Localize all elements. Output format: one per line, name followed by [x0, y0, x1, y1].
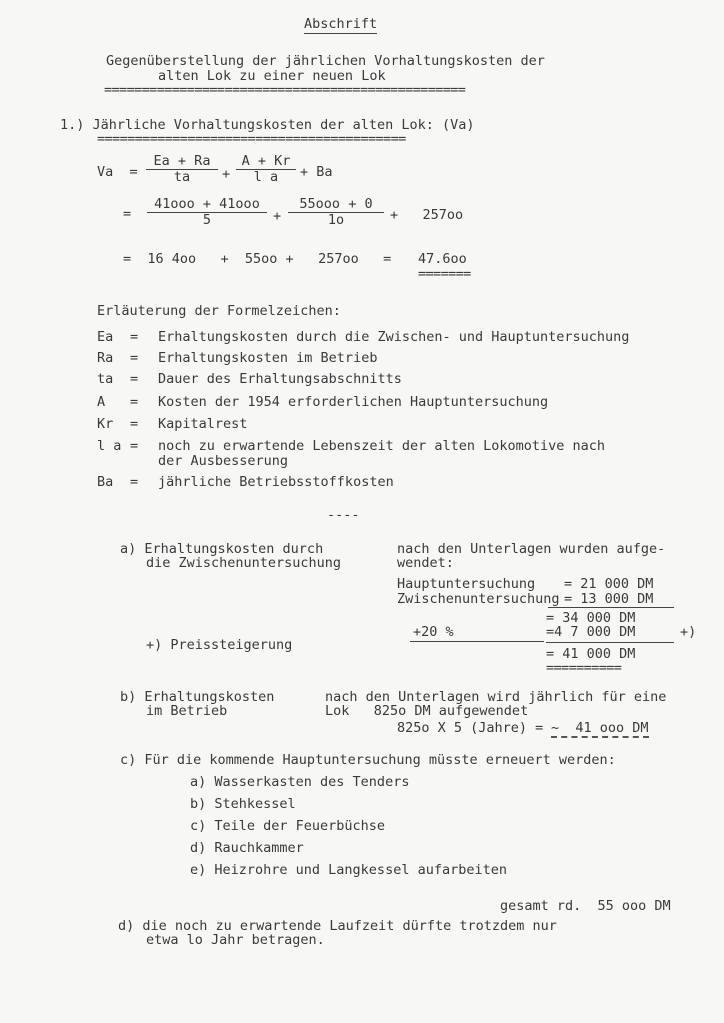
legend-equals: = [130, 416, 139, 432]
fraction-denominator: l a [253, 169, 279, 185]
fraction-55000 [288, 197, 384, 228]
title-underline: ================================================ [104, 82, 466, 98]
item-d-line2: etwa lo Jahr betragen. [146, 932, 325, 948]
list-item: e) Heizrohre und Langkessel aufarbeiten [190, 862, 507, 878]
legend-equals: = [130, 474, 139, 490]
item-d-line1: d) die noch zu erwartende Laufzeit dürfte trotzdem nur [118, 918, 557, 934]
item-a-total-underline: ========== [546, 660, 622, 676]
va-result-underline: ======= [418, 266, 471, 282]
formula-lhs: Va = [97, 164, 138, 180]
legend-symbol: l a [97, 438, 122, 454]
hauptuntersuchung-label: Hauptuntersuchung [397, 576, 536, 592]
percent-increase: +20 % [413, 624, 454, 640]
fraction-numerator: 55ooo + 0 [288, 197, 384, 213]
document-title-line1: Gegenüberstellung der jährlichen Vorhaltungskosten der [106, 53, 545, 69]
fraction-numerator: A + Kr [236, 154, 296, 170]
item-a-label-line2: die Zwischenuntersuchung [146, 555, 342, 571]
item-b-calc: 825o X 5 (Jahre) = [397, 720, 544, 736]
item-b-label-line1: b) Erhaltungskosten [120, 689, 275, 705]
va-result: 47.6oo [418, 251, 467, 267]
legend-equals: = [130, 350, 139, 366]
legend-description: Kapitalrest [158, 416, 248, 432]
legend-symbol: A [97, 394, 106, 410]
percent-marker: +) [680, 624, 697, 640]
section1-heading-underline: ========================================= [97, 131, 406, 147]
legend-symbol: Ea [97, 329, 114, 345]
item-b-result: ~ 41 ooo DM [551, 720, 649, 736]
fraction-ea-ra-ta [146, 154, 218, 185]
legend-symbol: ta [97, 371, 114, 387]
legend-equals: = [130, 438, 139, 454]
item-b-label-line2: im Betrieb [146, 703, 228, 719]
legend-description: Dauer des Erhaltungsabschnitts [158, 371, 402, 387]
formula-plus: + [222, 166, 231, 182]
legend-equals: = [130, 394, 139, 410]
item-b-text-line2: Lok 825o DM aufgewendet [325, 703, 529, 719]
total-rule [546, 642, 674, 643]
legend-description: Erhaltungskosten durch die Zwischen- und Hauptuntersuchung [158, 329, 630, 345]
legend-heading: Erläuterung der Formelzeichen: [97, 303, 341, 319]
subtotal-value: = 34 000 DM [546, 610, 636, 626]
item-a-intro-line2: wendet: [397, 555, 454, 571]
legend-description: noch zu erwartende Lebenszeit der alten Lokomotive nach [158, 438, 606, 454]
legend-description: Kosten der 1954 erforderlichen Hauptuntersuchung [158, 394, 549, 410]
item-c-total: gesamt rd. 55 ooo DM [500, 898, 671, 914]
legend-symbol: Ra [97, 350, 114, 366]
percent-increase-value: =4 7 000 DM [546, 624, 636, 640]
item-a-label-line1: a) Erhaltungskosten durch [120, 541, 324, 557]
price-increase-label: +) Preissteigerung [146, 637, 293, 653]
list-item: b) Stehkessel [190, 796, 296, 812]
list-item: a) Wasserkasten des Tenders [190, 774, 410, 790]
percent-rule [410, 641, 544, 642]
formula2-eq: = [123, 206, 132, 222]
formula2-tail: + 257oo [390, 207, 464, 223]
fraction-denominator: 1o [327, 212, 345, 228]
legend-symbol: Kr [97, 416, 114, 432]
item-b-text-line1: nach den Unterlagen wird jährlich für eine [325, 689, 667, 705]
fraction-41000 [147, 197, 267, 228]
legend-separator: ---- [327, 507, 360, 523]
list-item: c) Teile der Feuerbüchse [190, 818, 386, 834]
formula2-plus: + [273, 208, 282, 224]
list-item: d) Rauchkammer [190, 840, 304, 856]
document-title-line2: alten Lok zu einer neuen Lok [158, 68, 386, 84]
legend-description: jährliche Betriebsstoffkosten [158, 474, 394, 490]
fraction-denominator: 5 [202, 212, 212, 228]
legend-description: der Ausbesserung [158, 453, 289, 469]
fraction-numerator: Ea + Ra [146, 154, 218, 170]
legend-equals: = [130, 329, 139, 345]
item-a-intro-line1: nach den Unterlagen wurden aufge- [397, 541, 666, 557]
zwischenuntersuchung-label: Zwischenuntersuchung [397, 591, 560, 607]
item-a-total: = 41 000 DM [546, 646, 636, 662]
formula-tail: + Ba [300, 164, 333, 180]
legend-equals: = [130, 371, 139, 387]
zwischenuntersuchung-value: = 13 000 DM [564, 591, 654, 607]
section1-heading: 1.) Jährliche Vorhaltungskosten der alten Lok: (Va) [60, 117, 475, 133]
hauptuntersuchung-value: = 21 000 DM [564, 576, 654, 592]
legend-symbol: Ba [97, 474, 114, 490]
fraction-a-kr-la [236, 154, 296, 185]
fraction-denominator: ta [173, 169, 191, 185]
formula3-sum: = 16 4oo + 55oo + 257oo = [123, 251, 392, 267]
item-c-heading: c) Für die kommende Hauptuntersuchung müsste erneuert werden: [120, 752, 616, 768]
subtotal-rule [548, 607, 674, 608]
legend-description: Erhaltungskosten im Betrieb [158, 350, 378, 366]
document-label: Abschrift [304, 16, 378, 32]
fraction-numerator: 41ooo + 41ooo [147, 197, 267, 213]
